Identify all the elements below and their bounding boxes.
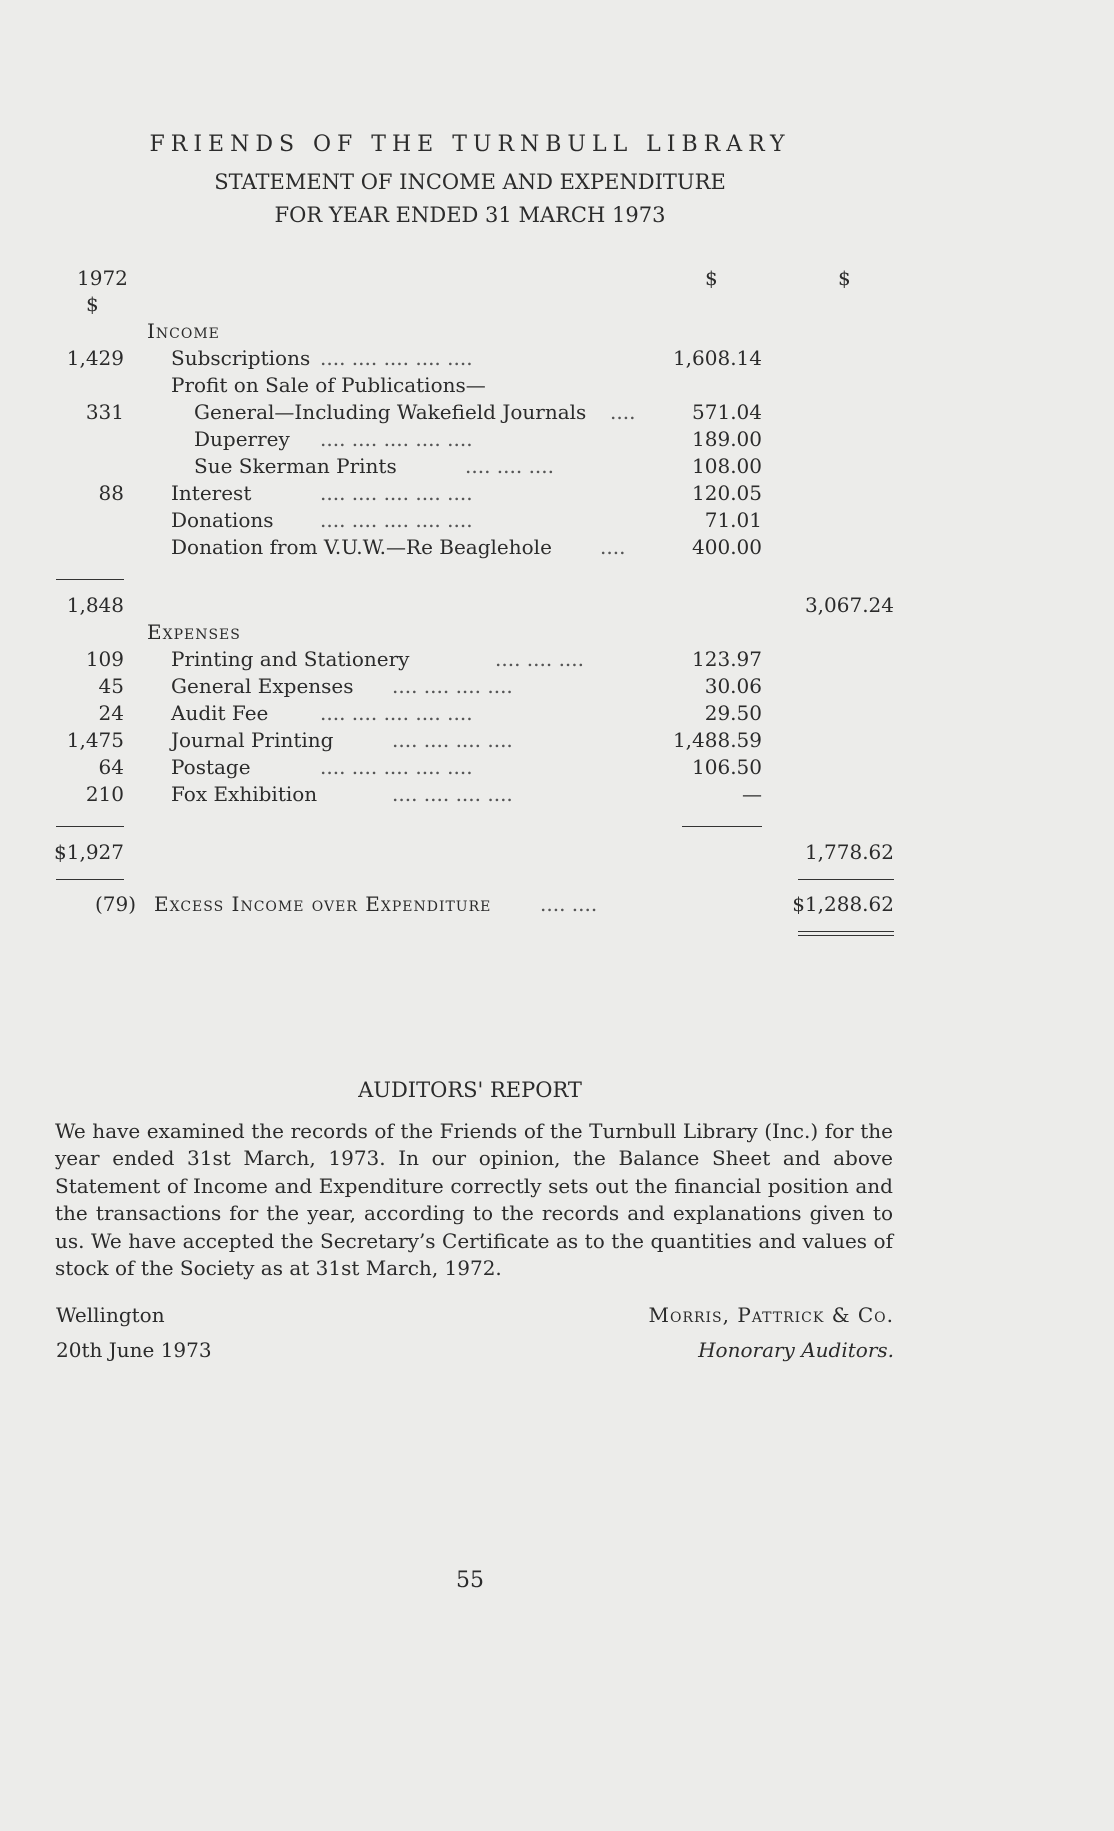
income-row <box>0 373 1114 401</box>
row-amount: 71.01 <box>704 508 762 532</box>
prior-amount: 1,475 <box>66 728 124 752</box>
income-row <box>0 400 1114 428</box>
row-label: Donation from V.U.W.—Re Beaglehole <box>171 535 552 559</box>
leader-dots: .... .... .... <box>465 454 555 478</box>
row-amount: 123.97 <box>692 647 762 671</box>
report-date: 20th June 1973 <box>56 1338 212 1362</box>
income-heading: Income <box>147 319 220 343</box>
row-label: General Expenses <box>171 674 354 698</box>
row-amount: 571.04 <box>692 400 762 424</box>
row-amount: 108.00 <box>692 454 762 478</box>
row-label: General—Including Wakefield Journals <box>194 400 587 424</box>
row-label: Audit Fee <box>171 701 269 725</box>
income-row <box>0 454 1114 482</box>
organization-heading: FRIENDS OF THE TURNBULL LIBRARY <box>149 132 791 157</box>
auditor-firm: Morris, Pattrick & Co. <box>648 1303 894 1327</box>
report-body: We have examined the records of the Friends of the Turnbull Library (Inc.) for the year ended 31st March, 1973. In our opinion, the Balance Sheet and above Statement of Income and Expenditure correctly sets out the financial position and the transactions for the year, according to the records and explanations given to us. We have accepted the Secretary’s Certificate as to the quantities and values of stock of the Society as at 31st March, 1972. <box>55 1119 893 1281</box>
expenses-column-rule <box>682 826 762 827</box>
expense-row <box>0 647 1114 675</box>
page-number: 55 <box>456 1568 484 1593</box>
statement-subtitle: FOR YEAR ENDED 31 MARCH 1973 <box>274 203 666 227</box>
income-row <box>0 427 1114 455</box>
report-title: AUDITORS' REPORT <box>358 1078 582 1102</box>
expenses-total: 1,778.62 <box>804 840 894 864</box>
excess-rule-1 <box>798 931 894 932</box>
prior-amount: 45 <box>98 674 124 698</box>
leader-dots: .... .... <box>540 892 598 916</box>
leader-dots: .... .... .... .... .... <box>320 508 473 532</box>
leader-dots: .... .... .... .... .... <box>320 701 473 725</box>
income-row <box>0 346 1114 374</box>
row-label: Donations <box>171 508 274 532</box>
leader-dots: .... <box>600 535 626 559</box>
income-row <box>0 481 1114 509</box>
expense-row <box>0 782 1114 810</box>
expense-row <box>0 674 1114 702</box>
leader-dots: .... .... .... .... .... <box>320 346 473 370</box>
report-place: Wellington <box>56 1303 165 1327</box>
prior-amount: 1,429 <box>66 346 124 370</box>
income-total: 3,067.24 <box>804 593 894 617</box>
excess-row <box>0 892 1114 920</box>
row-label: Profit on Sale of Publications— <box>171 373 486 397</box>
row-amount: 400.00 <box>692 535 762 559</box>
leader-dots: .... .... .... <box>495 647 585 671</box>
row-amount: 1,608.14 <box>672 346 762 370</box>
auditor-role: Honorary Auditors. <box>698 1338 894 1362</box>
leader-dots: .... .... .... .... .... <box>320 481 473 505</box>
excess-amount: $1,288.62 <box>792 892 894 916</box>
total-prior-rule <box>56 879 124 880</box>
prior-amount: 331 <box>85 400 124 424</box>
prior-amount: 64 <box>98 755 124 779</box>
income-row <box>0 535 1114 563</box>
row-amount: 29.50 <box>704 701 762 725</box>
row-label: Interest <box>171 481 252 505</box>
row-amount: 189.00 <box>692 427 762 451</box>
row-amount: 120.05 <box>692 481 762 505</box>
leader-dots: .... .... .... .... <box>392 782 513 806</box>
income-total-row <box>0 593 1114 621</box>
expense-row <box>0 701 1114 729</box>
excess-rule-2 <box>798 935 894 936</box>
row-label: Fox Exhibition <box>171 782 318 806</box>
column1-unit: $ <box>705 266 718 290</box>
row-label: Subscriptions <box>171 346 311 370</box>
prior-year-heading: 1972 <box>77 266 128 290</box>
leader-dots: .... .... .... .... <box>392 728 513 752</box>
statement-title: STATEMENT OF INCOME AND EXPENDITURE <box>214 170 726 194</box>
column2-unit: $ <box>838 266 851 290</box>
excess-prior: (79) <box>95 892 137 916</box>
row-label: Duperrey <box>194 427 290 451</box>
income-total-prior: 1,848 <box>66 593 124 617</box>
prior-amount: 88 <box>98 481 124 505</box>
prior-amount: 210 <box>85 782 124 806</box>
expense-row <box>0 755 1114 783</box>
row-label: Journal Printing <box>171 728 334 752</box>
prior-amount: 24 <box>98 701 124 725</box>
expenses-prior-rule <box>56 826 124 827</box>
prior-year-unit: $ <box>86 292 99 316</box>
row-amount: 30.06 <box>704 674 762 698</box>
excess-label: Excess Income over Expenditure <box>154 892 492 916</box>
expense-row <box>0 728 1114 756</box>
expenses-total-row <box>0 840 1114 868</box>
leader-dots: .... <box>610 400 636 424</box>
leader-dots: .... .... .... .... .... <box>320 427 473 451</box>
row-amount: 106.50 <box>692 755 762 779</box>
row-label: Printing and Stationery <box>171 647 410 671</box>
row-amount: — <box>742 782 762 806</box>
income-row <box>0 508 1114 536</box>
income-prior-rule <box>56 579 124 580</box>
expenses-total-prior: $1,927 <box>54 840 124 864</box>
total-column-rule <box>798 879 894 880</box>
leader-dots: .... .... .... .... .... <box>320 755 473 779</box>
expenses-heading: Expenses <box>147 620 241 644</box>
leader-dots: .... .... .... .... <box>392 674 513 698</box>
prior-amount: 109 <box>85 647 124 671</box>
row-amount: 1,488.59 <box>672 728 762 752</box>
row-label: Sue Skerman Prints <box>194 454 397 478</box>
row-label: Postage <box>171 755 251 779</box>
